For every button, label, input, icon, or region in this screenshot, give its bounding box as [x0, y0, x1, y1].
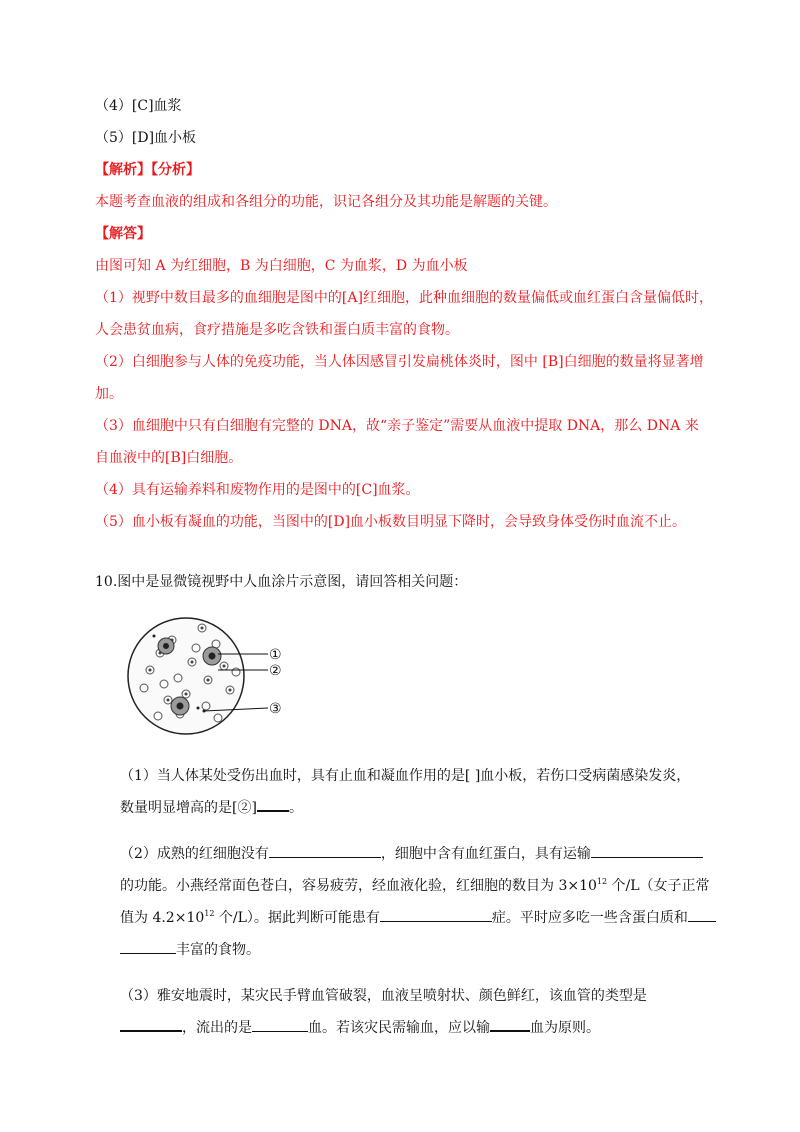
q2-line3	[120, 908, 716, 928]
q2-line1-text: （2）成熟的红细胞没有	[120, 846, 269, 862]
q2-line2-text-b: 个/L（女子正常	[607, 878, 710, 894]
q1-line2-end: 。	[288, 800, 303, 816]
question-10-stem: 10.图中是显微镜视野中人血涂片示意图，请回答相关问题：	[95, 574, 468, 590]
analysis-text: 本题考查血液的组成和各组分的功能，识记各组分及其功能是解题的关键。	[95, 194, 557, 210]
q2-blank-2[interactable]	[591, 845, 703, 858]
solution-p3-line1: （3）血细胞中只有白细胞有完整的 DNA，故“亲子鉴定”需要从血液中提取 DNA，那么 DNA 来	[95, 418, 699, 434]
q2-blank-4b[interactable]	[120, 941, 176, 954]
solution-p2-line1: （2）白细胞参与人体的免疫功能，当人体因感冒引发扁桃体炎时，图中 [B]白细胞的数量将显著增	[95, 354, 704, 370]
q2-blank-4a[interactable]	[688, 909, 716, 922]
q2-line3-text-b: 个/L）。据此判断可能患有	[214, 910, 380, 926]
q3-line2	[120, 1018, 600, 1038]
solution-p1-line1: （1）视野中数目最多的血细胞是图中的[A]红细胞，此种血细胞的数量偏低或血红蛋白含量偏低时，	[95, 290, 713, 306]
q2-line4	[120, 940, 260, 960]
q2-line3-text-c: 症。平时应多吃一些含蛋白质和	[491, 910, 688, 926]
analysis-header: 【解析】【分析】	[95, 162, 200, 178]
solution-p5: （5）血小板有凝血的功能，当图中的[D]血小板数目明显下降时，会导致身体受伤时血流不止。	[95, 514, 687, 530]
q3-blank-2[interactable]	[252, 1019, 308, 1032]
q2-blank-3[interactable]	[380, 909, 492, 922]
q2-line3-text: 值为 4.2×10	[120, 910, 205, 926]
q2-line2	[120, 876, 710, 896]
q3-blank-3[interactable]	[490, 1018, 530, 1032]
q2-line1-text-b: ，细胞中含有血红蛋白，具有运输	[380, 846, 591, 862]
figure-label-3: ③	[269, 701, 282, 717]
blood-smear-figure	[120, 608, 300, 738]
q1-line2	[120, 798, 303, 818]
solution-header: 【解答】	[95, 226, 151, 242]
q1-answer-blank[interactable]	[257, 798, 289, 812]
q2-line3-exponent: 12	[204, 909, 215, 918]
q3-line1: （3）雅安地震时，某灾民手臂血管破裂，血液呈喷射状、颜色鲜红，该血管的类型是	[120, 988, 647, 1004]
solution-intro: 由图可知 A 为红细胞，B 为白细胞，C 为血浆，D 为血小板	[95, 258, 468, 274]
answer-5: （5）[D]血小板	[95, 130, 197, 146]
solution-p3-line2: 自血液中的[B]白细胞。	[95, 450, 243, 466]
q3-line2-text-c: 血为原则。	[530, 1020, 600, 1036]
q2-line2-text: 的功能。小燕经常面色苍白，容易疲劳，经血液化验，红细胞的数目为 3×10	[120, 878, 597, 894]
q3-line2-text: ，流出的是	[182, 1020, 252, 1036]
q1-line2-text: 数量明显增高的是[②]	[120, 800, 257, 816]
solution-p2-line2: 加。	[95, 386, 123, 402]
q3-blank-1[interactable]	[120, 1018, 182, 1032]
q2-blank-1[interactable]	[269, 845, 381, 858]
q2-line2-exponent: 12	[596, 877, 608, 886]
q2-line4-text: 丰富的食物。	[176, 942, 260, 958]
solution-p4: （4）具有运输养料和废物作用的是图中的[C]血浆。	[95, 482, 420, 498]
microscope-field	[128, 618, 244, 734]
figure-label-1: ①	[269, 647, 282, 663]
answer-4: （4）[C]血浆	[95, 98, 182, 114]
figure-label-2: ②	[269, 663, 282, 679]
solution-p1-line2: 人会患贫血病，食疗措施是多吃含铁和蛋白质丰富的食物。	[95, 322, 459, 338]
q2-line1	[120, 844, 703, 864]
q3-line2-text-b: 血。若该灾民需输血，应以输	[308, 1020, 490, 1036]
q1-line1: （1）当人体某处受伤出血时，具有止血和凝血作用的是[ ]血小板，若伤口受病菌感染发炎，	[120, 768, 691, 784]
